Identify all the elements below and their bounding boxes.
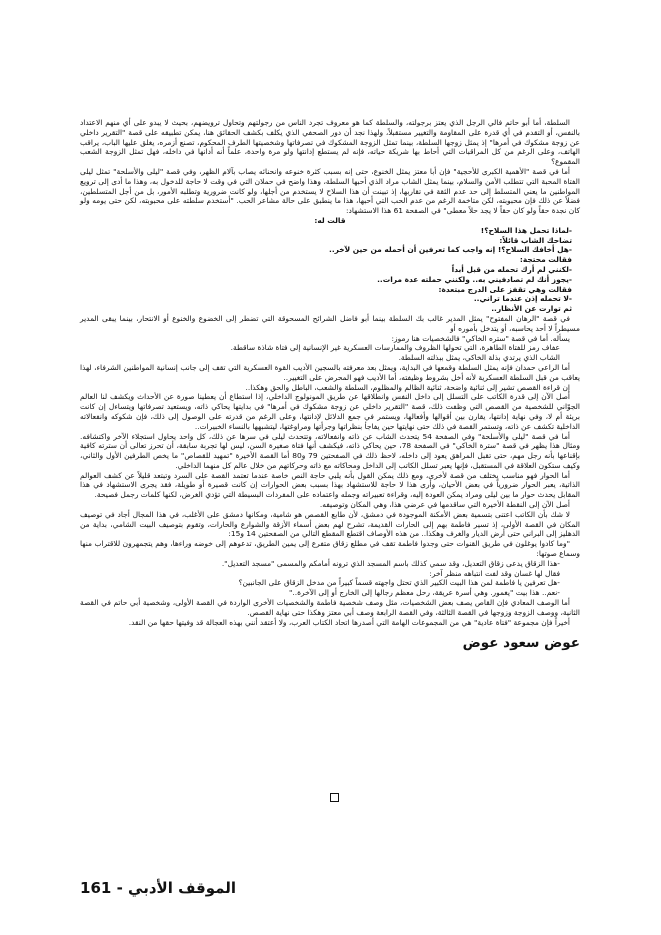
paragraph: في قصة "الرهان المفتوح" يمثل المدير غالب بك السلطة بينما أبو فاضل الشرائح المسحوقة التي تضطر إلى الخضوع والخنوع أو الانتحار، بينما يبقى المدير مسيطراً لا أحد يحاسبه، أو يتدخل بأموره أو	[80, 313, 580, 333]
dialogue-line: ثم توارت عن الأنظار..	[491, 304, 572, 314]
quote-line: فقال لها غسان وقد لفت انتباهه منظر آخر:	[429, 568, 560, 578]
paragraph: إن قراءة القصص تشير إلى ثنائية واضحة، ثنائية الظالم والمظلوم، السلطة والشعب، الباطل والحق وهكذا..	[245, 382, 570, 392]
quote-line: -هذا الزقاق يدعى زقاق التعديل، وقد سمي كذلك باسم المسجد الذي ترونه أمامكم والمسمى "مسجد التعديل".	[221, 558, 560, 568]
dialogue-line: -يجوز أنك لم تصادفيني به.. ولكنني حملته عدة مرات..	[377, 274, 572, 284]
paragraph: لا شك بأن الكاتب اعتنى بتسمية بعض الأمكنة الموجودة في دمشق، لأن طابع القصص هو شامية، ومكانها دمشق على الأغلب، في هذا المجال أجاد في توصيف المكان في القصة الأولى، إذ تسير فاطمة بهم إلى الحارات القديمة، تشرح لهم بعض أسماء الأزقة والشوارع والحارات، وتقوم بتوصيف البيت الشامي، بداية من الدهليز إلى البراني حتى أرض الديار والغرف وهكذا.. من هذه الأوصاف اقتطع المقطع التالي من الصفحتين 14 و15:	[80, 509, 580, 539]
quote-line: -نعم.. هذا بيت "يغمور. وهي أسرة عريقة، رحل معظم رجالها إلى الخارج أو إلى الآخرة.."	[288, 588, 560, 598]
quote-line: -هل تعرفين يا فاطمة لمن هذا البيت الكبير الذي تحتل واجهته قسماً كبيراً من مدخل الزقاق على الجانبين؟	[238, 578, 560, 588]
dialogue-line: فقالت وهي تقفز على الدرج مبتعدة:	[438, 284, 572, 294]
dialogue-line: -لماذا تحمل هذا السلاح؟!	[480, 225, 572, 235]
list-item: الشاب الذي يرتدي بذلة الخاكي، يمثل ببذلته السلطة.	[398, 353, 560, 363]
list-item: عفاف رمز للفتاة الطاهرة، التي تحولها الظروف والممارسات العسكرية غير الإنسانية إلى فتاة شاذة ساقطة.	[230, 343, 560, 353]
paragraph: أما في قصة "الأهمية الكبرى للأحجية" فإن أبا معتز يمثل الخنوع، حتى إنه بسبب كثرة خنوعه وانحنائه يصاب بآلام الظهر، وفي قصة "ليلى والأسلحة" تمثل ليلى الفتاة المحبة التي تتطلب الأمن والسلام، بينما يمثل الشاب مراد الذي أحبها السلطة، وهذا واضح في حملان التي في وقت لا حاجة للدخول به، وهذا ما أدى إلى ترويع المواطنين ما يعني المتسلط إلى حد عدم الثقة في تقاربها، إذ تبينت أن هذا السلاح لا يستخدم من أجلها، ولو كانت ضرورية وتطلبه الأمور، بل من أجل المتسلطين، فضلاً عن ذلك فإن محبوبته، لكن متاخمة الرغم من عدم الحب التي أحبها، هذا ما ينطبق على حالة مشاعر الحب. "أستخدم سلطته على محبوبته، لكن حتى يومه ولو كان نجدة حقاً ولو كان حقاً لا يجد حلاً معطى" في الصفحة 61 هذا الاستشهاد:	[80, 166, 580, 216]
paragraph: أصل الآن إلى النقطة الأخيرة التي ساقدمها في عرضي هذا، وهي المكان وتوصيفه.	[319, 500, 570, 510]
paragraph: أما الوصف المعادي فإن القاص يصف بعض الشخصيات، مثل وصف شخصية فاطمة والشخصيات الأخرى الواردة في القصة الأولى، وشخصية أبي حاتم في القصة الثانية، ووصف الزوجة وزوجها في القصة الثالثة، وفي القصة الرابعة وصف أبي معتز وهكذا حتى نهاية القصص.	[80, 598, 580, 617]
paragraph: السلطة، أما أبو حاتم فالي الرجل الذي يعتز برجولته، والسلطة كما هو معروف تجرد الناس من رجولتهم وتحاول ترويضهم، بحيث لا يبدو على أي منهم الاعتداد بالنفس، أو التقدم في أي قدرة على المقاومة والتغيير مستقبلاً، ولهذا نجد أن دور الصحفي الذي يكلف بكشف الحقائق هنا، يمكن تطبيقه على قصة "التقرير داخلي عن زوجة مشكوك في أمرها" إذ يمثل زوجها السلطة، بينما تمثل الزوجة المشكوك في تصرفاتها وشخصيتها الطرف المحكوم، تصنع أزمره، يغلق عليها الباب، يراقب الهاتف، وعلى الرغم من كل المراقبات التي أحاط بها شريكة حياته، فإنه لم يستطع إدانتها ولو مرة واحدة، علماً أنه أدانها في داخله، فهل تمثل الزوجة الشعب المقموع؟	[80, 118, 580, 167]
page-footer	[80, 876, 236, 900]
magazine-name: الموقف الأدبي	[128, 879, 236, 897]
footer-separator: -	[111, 879, 129, 897]
paragraph: أخيراً فإن مجموعة "فتاة عادية" هي من المجموعات الهامة التي أصدرها اتحاد الكتاب العرب، ولا أعتقد أنني بهذه العجالة قد وفيتها حقها من النقد.	[128, 617, 570, 627]
paragraph: أما الراعي حمدان فإنه يمثل السلطة وقمعها في البداية، ويمثل بعد معرفته بالسجين الأديب القوة العسكرية التي تقف إلى جانب إنسانية المواطنين الشرفاء، لهذا يعاقب من قبل السلطة العسكرية لأنه أخل بشروط وظيفته، أما الأديب فهو المحرض على التغيير..	[80, 362, 580, 382]
dialogue-line: تضاحك الشاب قائلاً:	[499, 235, 572, 245]
quote-line: "وما كادوا يوغلون في طريق القنوات حتى وجدوا فاطمة تقف في مطلع زقاق متفرع إلى يمين الطريق، تدعوهم إلى خوضه وراءها، وهم يتجمهرون للاقتراب منها وسماع صوتها:	[80, 539, 580, 559]
paragraph: أما في قصة "ليلى والأسلحة" وفي الصفحة 54 يتحدث الشاب عن ذاته وانفعالاته، وتتحدث ليلى في سرها عن ذلك، كل واحد يحاول استجلاء الآخر واكتشافه. ومثال هذا يظهر في قصة "سترة الخاكي" في الصفحة 78، حين يحاكي ذاته، فيكشف أنها فتاة صغيرة السن، ليس لها تجربة سابقة، أن تحرز تعالى أن سترته كافية بإقناعها بأنه رجل مهم، حتى تقبل المراهق يعود إلى داخله، لاحظ ذلك في الصفحتين 79 و80 أما القصة الأخيرة "تمهيد للقصاص" ما يخص الطرفين الأول والثاني، وكيف ستكون العلاقة في المستقبل، فإنها يعبر تسلل الكاتب إلى الداخل ومحاكاته مع ذاته وحركاتهم من خلال عالم كل منهما الداخلي.	[80, 431, 580, 470]
end-of-article-square-icon	[330, 793, 339, 802]
paragraph: أما الحوار فهو مناسب يختلف من قصة لأخرى، ومع ذلك يمكن القول بأنه يلبي حاجة النص خاصة عندما تعتمد القصة على السرد وتبتعد قليلاً عن كشف العوالم الذاتية، يعبر الحوار ضرورياً في بعض الأحيان، وأرى هذا لا حاجة للاستشهاد بهذا بسبب بعض الحوارات إن كانت قصيرة أو طويلة، فقد يجرى الاستشهاد في هذا المقابل يحدث حوار ما بين ليلى ومراد يمكن العودة إليه، وقراءة تعبيراته وجمله واعتماده على المفردات البسيطة التي تؤدي الغرض، لكنها كلمات رجمل فصيحة.	[80, 470, 580, 500]
dialogue-line: -هل أخافك السلاح؟! إنه واجب كما تعرفين أن أحمله من حين لآخر..	[329, 245, 572, 255]
article-body	[80, 118, 580, 652]
paragraph: أصل الآن إلى قدرة الكاتب على التسلل إلى داخل النفس وانطلاقها عن طريق المونولوج الداخلي، إذا استطاع أن يعطينا صورة عن الأحداث ويكشف لنا العالم الجوّاني للشخصية من القصص التي وظفت ذلك، قصة "التقرير داخلي عن زوجة مشكوك في أمرها" في بدايتها يحاكي ذاته، ويستعيد تصرفاتها ويتساءل إن كانت بريئة أم لا، وفي نهاية إدانتها، يقارن بين أقوالها وأفعالها، ويستمر في جمع الدلائل لإدانتها، وعلى الرغم من قدرته على الوصول إلى ذلك، فإن شكوكه وانفعالاته الداخلية تكشف عن ذاته، وتستمر القصة في ذلك حتى نهايتها حين يفاجأ بنظراتها وجرأتها ومراوغتها، ليتشبهها بالنساء الخبيرات..	[80, 392, 580, 431]
dialogue-line: -لكنني لم أرك تحمله من قبل أبداً	[451, 264, 572, 274]
paragraph: يسأله. أما في قصة "ستره الخاكي" فالشخصيات هنا رموز:	[391, 333, 570, 343]
dialogue-line: قالت له:	[314, 215, 346, 225]
page-number: 161	[80, 879, 112, 897]
dialogue-line: فقالت محتجة:	[519, 255, 572, 265]
dialogue-line: -لا تحمله إذن عندما تراني..	[473, 294, 572, 304]
author-signature: عوض سعود عوض	[462, 635, 580, 652]
